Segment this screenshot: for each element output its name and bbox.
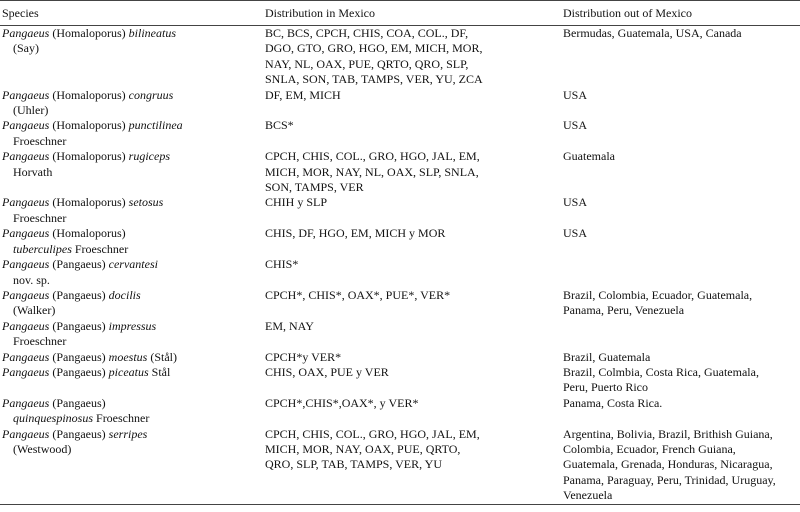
distribution-outside-cell	[563, 88, 800, 119]
species-name	[2, 118, 265, 133]
subgenus-name: (Pangaeus)	[52, 318, 106, 333]
distribution-mexico-line: EM, NAY	[265, 318, 314, 333]
table-body	[0, 26, 800, 505]
species-author: Froeschner	[74, 241, 129, 256]
subgenus-name: (Homaloporus)	[52, 87, 126, 102]
subgenus-name: (Pangaeus)	[52, 426, 106, 441]
species-name	[2, 88, 265, 103]
species-name	[2, 365, 265, 380]
subgenus-name: (Homaloporus)	[52, 149, 126, 164]
species-name	[2, 350, 265, 365]
distribution-mexico-cell	[265, 365, 563, 396]
distribution-outside-cell	[563, 319, 800, 350]
table-row	[0, 26, 800, 88]
table-row	[0, 257, 800, 288]
distribution-mexico-cell	[265, 26, 563, 88]
species-cell	[0, 26, 265, 88]
subgenus-name: (Homaloporus)	[52, 118, 126, 133]
species-cell	[0, 195, 265, 226]
species-author-line	[2, 273, 265, 288]
species-author: (Uhler)	[13, 103, 49, 118]
species-author-line	[2, 103, 265, 118]
species-name	[2, 396, 265, 411]
species-author-line	[2, 442, 265, 457]
distribution-outside-line: Brazil, Guatemala	[563, 349, 651, 364]
distribution-outside-cell	[563, 288, 800, 319]
species-name	[2, 288, 265, 303]
table-row	[0, 149, 800, 195]
distribution-mexico-line: CHIH y SLP	[265, 195, 328, 210]
species-cell	[0, 118, 265, 149]
species-cell	[0, 427, 265, 505]
species-epithet: impressus	[108, 318, 157, 333]
distribution-outside-line: Argentina, Bolivia, Brazil, Brithish Guiana,	[563, 426, 773, 441]
distribution-mexico-line: NAY, NL, OAX, PUE, QRTO, QRO, SLP,	[265, 56, 469, 71]
table-row	[0, 350, 800, 365]
distribution-outside-line: Panama, Paraguay, Peru, Trinidad, Uruguay,	[563, 472, 776, 487]
species-cell	[0, 319, 265, 350]
header-distribution-outside: Distribution out of Mexico	[563, 1, 800, 26]
table-row	[0, 427, 800, 505]
distribution-outside-line: Panama, Costa Rica.	[563, 395, 663, 410]
species-name	[2, 149, 265, 164]
distribution-mexico-cell	[265, 319, 563, 350]
species-epithet: congruus	[128, 87, 174, 102]
species-author-line	[2, 134, 265, 149]
distribution-outside-line: Bermudas, Guatemala, USA, Canada	[563, 26, 742, 40]
subgenus-name: (Homaloporus)	[52, 26, 126, 40]
species-epithet: bilineatus	[128, 26, 176, 40]
species-author: Stål	[151, 364, 171, 379]
species-author-line	[2, 41, 265, 56]
species-author: (Walker)	[13, 303, 56, 318]
distribution-outside-line: USA	[563, 195, 588, 210]
distribution-outside-cell	[563, 365, 800, 396]
species-name	[2, 195, 265, 210]
distribution-outside-line: Venezuela	[563, 488, 613, 503]
species-name	[2, 427, 265, 442]
distribution-mexico-cell	[265, 226, 563, 257]
distribution-outside-cell	[563, 26, 800, 88]
species-author: (Stål)	[150, 349, 177, 364]
species-epithet: quinquespinosus	[13, 411, 94, 426]
species-author: (Westwood)	[13, 441, 72, 456]
species-epithet: tuberculipes	[13, 241, 72, 256]
distribution-outside-cell	[563, 396, 800, 427]
distribution-outside-line: Brazil, Colombia, Ecuador, Guatemala,	[563, 287, 753, 302]
species-author-line	[2, 334, 265, 349]
distribution-mexico-cell	[265, 195, 563, 226]
distribution-mexico-line: SON, TAMPS, VER	[265, 180, 364, 195]
distribution-mexico-cell	[265, 288, 563, 319]
distribution-outside-line: Guatemala	[563, 149, 615, 164]
subgenus-name: (Pangaeus)	[52, 287, 106, 302]
table-row	[0, 118, 800, 149]
genus-name: Pangaeus	[2, 364, 50, 379]
subgenus-name: (Pangaeus)	[52, 364, 106, 379]
species-name	[2, 26, 265, 41]
species-author: Froeschner	[13, 334, 67, 349]
distribution-outside-cell	[563, 350, 800, 365]
distribution-mexico-line: MICH, MOR, NAY, OAX, PUE, QRTO,	[265, 441, 461, 456]
genus-name: Pangaeus	[2, 318, 50, 333]
distribution-mexico-line: MICH, MOR, NAY, NL, OAX, SLP, SNLA,	[265, 164, 479, 179]
species-epithet: rugiceps	[128, 149, 170, 164]
distribution-outside-line: USA	[563, 118, 588, 133]
distribution-outside-cell	[563, 427, 800, 505]
distribution-mexico-line: CHIS, DF, HGO, EM, MICH y MOR	[265, 226, 446, 241]
distribution-mexico-cell	[265, 396, 563, 427]
species-cell	[0, 149, 265, 195]
table-row	[0, 396, 800, 427]
species-cell	[0, 350, 265, 365]
species-name	[2, 257, 265, 272]
distribution-outside-line: Brazil, Colmbia, Costa Rica, Guatemala,	[563, 364, 759, 379]
genus-name: Pangaeus	[2, 87, 50, 102]
distribution-outside-line: Guatemala, Grenada, Honduras, Nicaragua,	[563, 457, 773, 472]
table-row	[0, 365, 800, 396]
distribution-outside-cell	[563, 118, 800, 149]
subgenus-name: (Homaloporus)	[52, 195, 126, 210]
distribution-mexico-line: CHIS, OAX, PUE y VER	[265, 364, 389, 379]
distribution-outside-line: USA	[563, 87, 588, 102]
genus-name: Pangaeus	[2, 395, 50, 410]
distribution-mexico-line: DF, EM, MICH	[265, 87, 341, 102]
species-cell	[0, 226, 265, 257]
distribution-mexico-cell	[265, 257, 563, 288]
distribution-outside-cell	[563, 257, 800, 288]
distribution-mexico-cell	[265, 88, 563, 119]
distribution-mexico-line: QRO, SLP, TAB, TAMPS, VER, YU	[265, 457, 443, 472]
genus-name: Pangaeus	[2, 195, 50, 210]
distribution-mexico-line: BCS*	[265, 118, 294, 133]
genus-name: Pangaeus	[2, 287, 50, 302]
species-author: Horvath	[13, 164, 53, 179]
distribution-outside-cell	[563, 195, 800, 226]
genus-name: Pangaeus	[2, 26, 50, 40]
species-epithet: serripes	[108, 426, 148, 441]
table-row	[0, 319, 800, 350]
species-author-line	[2, 303, 265, 318]
genus-name: Pangaeus	[2, 349, 50, 364]
species-author-line	[2, 165, 265, 180]
species-author: (Say)	[13, 41, 39, 56]
distribution-mexico-line: CPCH*y VER*	[265, 349, 342, 364]
species-name	[2, 226, 265, 241]
species-epithet: punctilinea	[128, 118, 183, 133]
distribution-mexico-line: CPCH*, CHIS*, OAX*, PUE*, VER*	[265, 287, 451, 302]
species-author-line	[2, 411, 265, 426]
distribution-mexico-line: BC, BCS, CPCH, CHIS, COA, COL., DF,	[265, 26, 469, 40]
table-row	[0, 88, 800, 119]
header-distribution-mexico: Distribution in Mexico	[265, 1, 563, 26]
species-epithet: setosus	[128, 195, 164, 210]
species-cell	[0, 365, 265, 396]
distribution-mexico-line: SNLA, SON, TAB, TAMPS, VER, YU, ZCA	[265, 72, 483, 87]
species-cell	[0, 257, 265, 288]
distribution-outside-line: USA	[563, 226, 588, 241]
header-species: Species	[0, 1, 265, 26]
species-cell	[0, 88, 265, 119]
species-epithet: moestus	[108, 349, 148, 364]
species-author: Froeschner	[13, 210, 67, 225]
distribution-mexico-line: CPCH*,CHIS*,OAX*, y VER*	[265, 395, 419, 410]
distribution-outside-line: Panama, Peru, Venezuela	[563, 303, 685, 318]
genus-name: Pangaeus	[2, 257, 50, 272]
header-row	[0, 1, 800, 26]
subgenus-name: (Pangaeus)	[52, 395, 106, 410]
distribution-outside-cell	[563, 149, 800, 195]
distribution-mexico-cell	[265, 427, 563, 505]
table-row	[0, 195, 800, 226]
distribution-mexico-cell	[265, 350, 563, 365]
subgenus-name: (Pangaeus)	[52, 349, 106, 364]
species-cell	[0, 288, 265, 319]
species-author: nov. sp.	[13, 272, 50, 287]
genus-name: Pangaeus	[2, 118, 50, 133]
distribution-mexico-cell	[265, 149, 563, 195]
genus-name: Pangaeus	[2, 426, 50, 441]
species-author: Froeschner	[96, 411, 150, 426]
species-epithet: cervantesi	[108, 257, 158, 272]
table-row	[0, 226, 800, 257]
genus-name: Pangaeus	[2, 226, 50, 241]
table-row	[0, 288, 800, 319]
subgenus-name: (Homaloporus)	[52, 226, 126, 241]
distribution-mexico-line: CPCH, CHIS, COL., GRO, HGO, JAL, EM,	[265, 149, 480, 164]
distribution-mexico-cell	[265, 118, 563, 149]
distribution-outside-cell	[563, 226, 800, 257]
distribution-outside-line: Colombia, Ecuador, French Guiana,	[563, 441, 736, 456]
species-epithet: piceatus	[108, 364, 149, 379]
genus-name: Pangaeus	[2, 149, 50, 164]
distribution-mexico-line: DGO, GTO, GRO, HGO, EM, MICH, MOR,	[265, 41, 483, 56]
distribution-mexico-line: CHIS*	[265, 257, 299, 272]
species-name	[2, 319, 265, 334]
subgenus-name: (Pangaeus)	[52, 257, 106, 272]
distribution-outside-line: Peru, Puerto Rico	[563, 380, 648, 395]
species-epithet: docilis	[108, 287, 141, 302]
species-author-line	[2, 242, 265, 257]
species-author-line	[2, 211, 265, 226]
species-cell	[0, 396, 265, 427]
species-author: Froeschner	[13, 133, 67, 148]
distribution-mexico-line: CPCH, CHIS, COL., GRO, HGO, JAL, EM,	[265, 426, 480, 441]
